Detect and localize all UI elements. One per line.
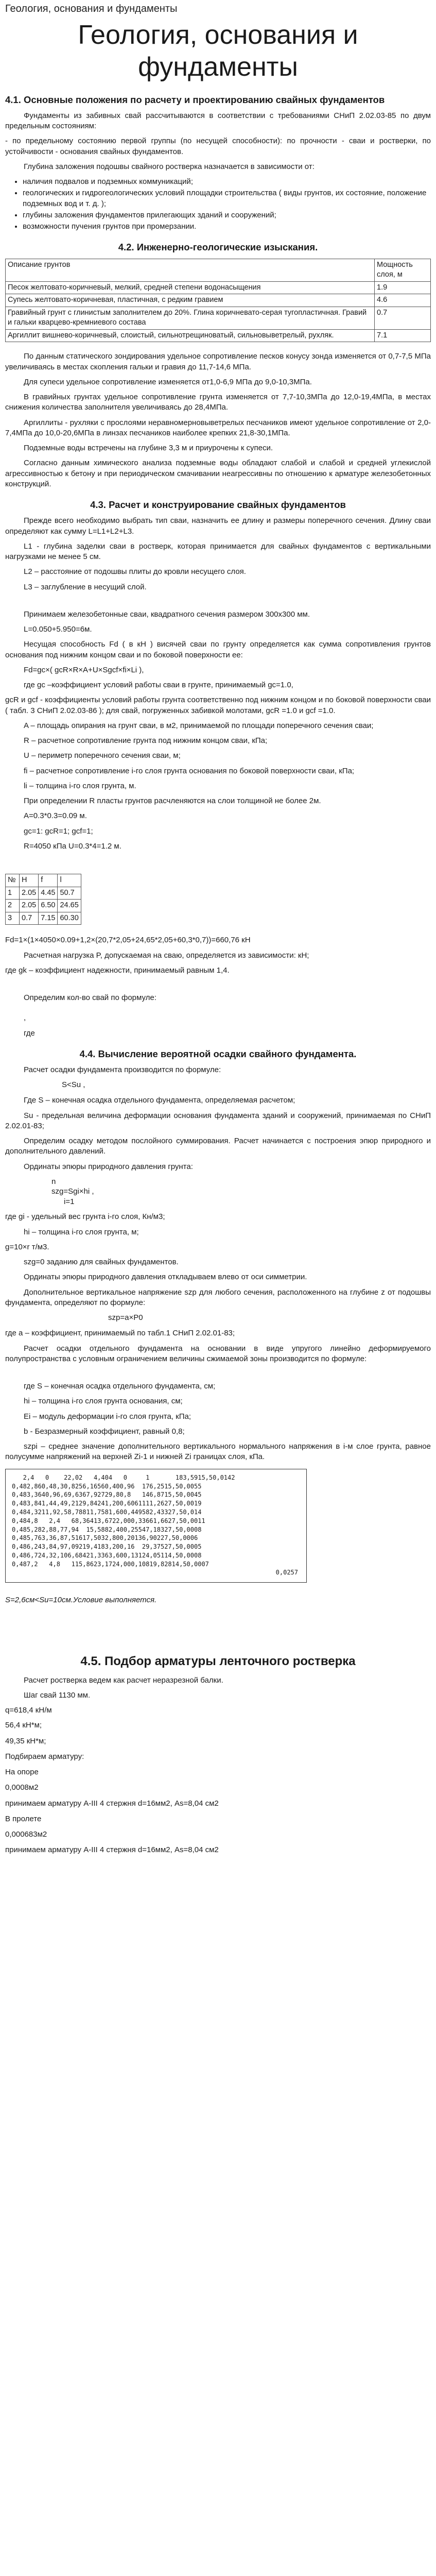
- table-row: [6, 887, 81, 900]
- paragraph: Ординаты эпюры природного давления откладываем влево от оси симметрии.: [24, 1273, 307, 1282]
- paragraph: Шаг свай 1130 мм.: [24, 1690, 91, 1700]
- paragraph: Аргиллиты - рухляки с прослоями неравномерновыветрелых песчаников имеют удельное сопротивление от 2,0-7,4МПа до 10,0-20,6МПа в линзах песчаников наиболее крепких 21,8-30,1МПа.: [5, 418, 431, 437]
- paragraph: где: [24, 1028, 35, 1038]
- table-header-cell: Мощность слоя, м: [375, 259, 431, 281]
- section-4-2-heading: 4.2. Инженерно-геологические изыскания.: [118, 242, 318, 253]
- calc-row: 0,487,2 4,8 115,8623,1724,000,10819,82814,50,0007: [12, 1560, 209, 1568]
- paragraph: li – толщина i-го слоя грунта, м.: [24, 781, 136, 790]
- paragraph: Su - предельная величина деформации основания фундамента зданий и сооружений, принимаемая по СНиП 2.02.01-83;: [5, 1111, 431, 1130]
- paragraph: принимаем арматуру А-III 4 стержня d=16мм2, As=8,04 см2: [5, 1799, 219, 1808]
- table-cell: 4.6: [375, 294, 431, 307]
- calc-row: 0,483,841,44,49,2129,84241,200,6061111,2627,50,0019: [12, 1500, 202, 1507]
- page-title: Геология, основания и фундаменты: [78, 20, 358, 82]
- formula-part: i=1: [64, 1197, 75, 1206]
- table-row: [6, 900, 81, 912]
- paragraph: Глубина заложения подошвы свайного ростверка назначается в зависимости от:: [24, 162, 315, 171]
- paragraph: где gi - удельный вес грунта i-го слоя, Кн/м3;: [5, 1212, 165, 1222]
- paragraph: Где S – конечная осадка отдельного фундамента, определяемая расчетом;: [24, 1096, 295, 1105]
- soil-table: [5, 259, 431, 343]
- calc-row: 0,485,282,88,77,94 15,5882,400,25547,18327,50,0008: [12, 1526, 202, 1533]
- paragraph: szpi – среднее значение дополнительного вертикального нормального напряжения в i-м слое грунта, равное полусумме напряжений на верхней Zi-1 и нижней Zi границах слоя, кПа.: [5, 1442, 431, 1462]
- table-row: [6, 912, 81, 925]
- table-cell: 2.05: [20, 900, 39, 912]
- layer-table: [5, 874, 81, 925]
- table-cell: 2: [6, 900, 20, 912]
- paragraph: Расчет осадки фундамента производится по формуле:: [24, 1065, 221, 1074]
- bullet-list: [5, 177, 431, 232]
- table-cell: Песок желтовато-коричневый, мелкий, средней степени водонасыщения: [6, 281, 375, 294]
- paragraph: Расчет ростверка ведем как расчет неразрезной балки.: [24, 1675, 223, 1685]
- paragraph: 56,4 кН*м;: [5, 1721, 42, 1730]
- table-cell: 2.05: [20, 887, 39, 900]
- paragraph: Расчетная нагрузка P, допускаемая на сваю, определяется из зависимости: кН;: [24, 951, 309, 960]
- formula-part: szg=Sgi×hi ,: [51, 1187, 94, 1196]
- table-header-cell: H: [20, 874, 39, 887]
- formula: szp=a×P0: [108, 1313, 143, 1323]
- paragraph: где gc –коэффициент условий работы сваи в грунте, принимаемый gc=1.0,: [24, 681, 293, 690]
- paragraph: принимаем арматуру А-III 4 стержня d=16мм2, As=8,04 см2: [5, 1845, 219, 1855]
- paragraph: - по предельному состоянию первой группы (по несущей способности): по прочности - сваи и ростверки, по устойчивости - основания свайных фундаментов.: [5, 137, 431, 156]
- paragraph: В пролете: [5, 1814, 42, 1823]
- table-cell: 1: [6, 887, 20, 900]
- paragraph: Ei – модуль деформации i-го слоя грунта, кПа;: [24, 1412, 191, 1421]
- paragraph: Дополнительное вертикальное напряжение szp для любого сечения, расположенного на глубине z от подошвы фундамента, определяют по формуле:: [5, 1287, 431, 1307]
- section-4-4-heading: 4.4. Вычисление вероятной осадки свайного фундамента.: [79, 1048, 357, 1059]
- table-cell: 4.45: [39, 887, 58, 900]
- table-row: [6, 307, 431, 329]
- paragraph: fi – расчетное сопротивление i-го слоя грунта основания по боковой поверхности сваи, кПа;: [24, 766, 355, 775]
- paragraph: В гравийных грунтах удельное сопротивление грунта изменяется от 7,7-10,3МПа до 12,0-19,4МПа, в местах снижения количества заполнителя увеличиваясь до 28,4МПа.: [5, 393, 431, 412]
- paragraph: 0,0008м2: [5, 1783, 39, 1792]
- calc-row: 0,486,724,32,106,68421,3363,600,13124,05114,50,0008: [12, 1551, 202, 1559]
- paragraph: Подземные воды встречены на глубине 3,3 м и приурочены к супеси.: [24, 444, 273, 453]
- paragraph: R=4050 кПа U=0.3*4=1.2 м.: [24, 841, 121, 851]
- paragraph: Расчет осадки отдельного фундамента на основании в виде упругого линейно деформируемого полупространства с условным ограничением величины сжимаемой зоны производится по формуле:: [5, 1344, 431, 1363]
- table-header-row: [6, 874, 81, 887]
- paragraph: R – расчетное сопротивление грунта под нижним концом сваи, кПа;: [24, 736, 268, 745]
- site-title[interactable]: Геология, основания и фундаменты: [5, 3, 178, 14]
- paragraph: При определении R пласты грунтов расчленяются на слои толщиной не более 2м.: [24, 796, 321, 806]
- calc-row: 0,482,860,48,30,8256,16560,400,96 176,2515,50,0055: [12, 1482, 202, 1490]
- paragraph: Фундаменты из забивных свай рассчитываются в соответствии с требованиями СНиП 2.02.03-85 по двум предельным состояниям:: [5, 111, 431, 131]
- table-header-cell: l: [58, 874, 81, 887]
- paragraph: b - Безразмерный коэффициент, равный 0,8;: [24, 1427, 185, 1436]
- calc-row: 0,484,3211,92,58,78811,7581,600,449582,43327,50,014: [12, 1508, 202, 1516]
- paragraph: hi – толщина i-го слоя грунта основания, см;: [24, 1397, 183, 1406]
- table-cell: Аргиллит вишнево-коричневый, слоистый, сильнотрещиноватый, сильновыветрелый, рухляк.: [6, 329, 375, 342]
- table-cell: 6.50: [39, 900, 58, 912]
- paragraph: gcR и gcf - коэффициенты условий работы грунта соответственно под нижним концом и по боковой поверхности сваи ( табл. 3 СНиП 2.02.03-86 ); для свай, погруженных забивкой молотами, gcR =1.0 и gcf =1.0.: [5, 696, 431, 715]
- paragraph: szg=0 заданию для свайных фундаментов.: [24, 1258, 179, 1267]
- paragraph: где a – коэффициент, принимаемый по табл.1 СНиП 2.02.01-83;: [5, 1329, 235, 1338]
- paragraph: q=618,4 кН/м: [5, 1706, 52, 1715]
- table-header-cell: Описание грунтов: [6, 259, 375, 281]
- table-cell: 7.15: [39, 912, 58, 925]
- paragraph: Определим осадку методом послойного суммирования. Расчет начинается с построения эпюр природного и дополнительного давлений.: [5, 1137, 431, 1156]
- paragraph: Согласно данным химического анализа подземные воды обладают слабой и слабой и средней углекислой агрессивностью к бетону и при периодическом смачивании неагрессивны по отношению к арматуре железобетонных конструкций.: [5, 459, 431, 488]
- table-cell: Супесь желтовато-коричневая, пластичная, с редким гравием: [6, 294, 375, 307]
- paragraph: Ординаты эпюры природного давления грунта:: [24, 1162, 193, 1171]
- paragraph: Прежде всего необходимо выбрать тип сваи, назначить ее длину и размеры поперечного сечения. Длину сваи определяют как сумму L=L1+L2+L3.: [5, 516, 431, 536]
- paragraph: где gk – коэффициент надежности, принимаемый равным 1,4.: [5, 965, 230, 975]
- paragraph: Несущая способность Fd ( в кН ) висячей сваи по грунту определяется как сумма сопротивления грунтов основания под нижним концом сваи и по боковой поверхности ее:: [5, 640, 431, 659]
- paragraph: A – площадь опирания на грунт сваи, в м2, принимаемой по площади поперечного сечения сваи;: [24, 721, 374, 730]
- section-4-5-heading: 4.5. Подбор арматуры ленточного ростверка: [80, 1654, 356, 1668]
- section-4-1-heading: 4.1. Основные положения по расчету и проектированию свайных фундаментов: [5, 94, 385, 105]
- paragraph: Определим кол-во свай по формуле:: [24, 993, 156, 1003]
- table-cell: 0.7: [375, 307, 431, 329]
- paragraph: L1 - глубина заделки сваи в ростверк, которая принимается для свайных фундаментов с вертикальными нагрузками не менее 5 см.: [5, 541, 431, 562]
- list-item: • наличия подвалов и подземных коммуникаций;: [23, 177, 431, 187]
- paragraph: 0,000683м2: [5, 1830, 47, 1839]
- table-cell: Гравийный грунт с глинистым заполнителем до 20%. Глина коричневато-серая тугопластичная. Гравий и гальки кварцево-кремниевого состава: [6, 307, 375, 329]
- calc-row: 0,483,3640,96,69,6367,92729,80,8 146,8715,50,0045: [12, 1491, 202, 1499]
- table-header-row: [6, 259, 431, 281]
- paragraph: где S – конечная осадка отдельного фундамента, см;: [24, 1382, 216, 1391]
- formula-part: n: [51, 1177, 56, 1186]
- paragraph: L2 – расстояние от подошвы плиты до кровли несущего слоя.: [24, 567, 246, 577]
- table-cell: 24.65: [58, 900, 81, 912]
- table-row: [6, 281, 431, 294]
- list-item: • глубины заложения фундаментов прилегающих зданий и сооружений;: [23, 210, 431, 221]
- paragraph: A=0.3*0.3=0.09 м.: [24, 811, 87, 821]
- paragraph: L3 – заглубление в несущий слой.: [24, 582, 147, 591]
- section-4-3-heading: 4.3. Расчет и конструирование свайных фундаментов: [90, 499, 346, 511]
- paragraph: Принимаем железобетонные сваи, квадратного сечения размером 300х300 мм.: [24, 609, 310, 619]
- table-cell: 1.9: [375, 281, 431, 294]
- formula-block: [51, 1177, 431, 1207]
- calc-row: 0,486,243,84,97,09219,4183,200,16 29,37527,50,0005: [12, 1543, 202, 1551]
- formula: Fd=gc×( gcR×R×A+U×Sgcf×fi×Li ),: [24, 665, 144, 674]
- paragraph: L=0.050+5.950=6м.: [24, 625, 92, 634]
- paragraph: 49,35 кН*м;: [5, 1736, 46, 1745]
- list-item: • геологических и гидрогеологических условий площадки строительства ( виды грунтов, их состояние, положение подземных вод и т. д. );: [23, 188, 431, 209]
- calc-row: 0,484,8 2,4 68,36413,6722,000,33661,6627,50,0011: [12, 1517, 205, 1524]
- table-header-cell: №: [6, 874, 20, 887]
- paragraph: По данным статического зондирования удельное сопротивление песков конусу зонда изменяется от 0,7-7,5 МПа увеличиваясь в местах скопления гальки и гравия до 11,7-14,6 МПа.: [5, 352, 431, 371]
- paragraph: U – периметр поперечного сечения сваи, м;: [24, 751, 181, 760]
- paragraph: Fd=1×(1×4050×0.09+1,2×(20,7*2,05+24,65*2,05+60,3*0,7))=660,76 кН: [5, 936, 251, 945]
- formula: S<Su ,: [62, 1080, 85, 1090]
- paragraph: gc=1: gcR=1; gcf=1;: [24, 826, 93, 836]
- paragraph: Для супеси удельное сопротивление изменяется от1,0-6,9 МПа до 9,0-10,3МПа.: [24, 377, 312, 386]
- table-header-cell: f: [39, 874, 58, 887]
- paragraph: hi – толщина i-го слоя грунта, м;: [24, 1227, 139, 1236]
- list-item: • возможности пучения грунтов при промерзании.: [23, 222, 431, 232]
- calc-row: 0,485,763,36,87,51617,5032,800,20136,90227,50,0006: [12, 1534, 198, 1542]
- result-text: S=2,6см<Su=10см.Условие выполняется.: [5, 1596, 157, 1605]
- settlement-calc-table: [5, 1469, 307, 1583]
- paragraph: ,: [24, 1013, 26, 1023]
- table-cell: 3: [6, 912, 20, 925]
- paragraph: Подбираем арматуру:: [5, 1752, 84, 1761]
- table-cell: 0.7: [20, 912, 39, 925]
- table-row: [6, 329, 431, 342]
- calc-row: 2,4 0 22,02 4,404 0 1 183,5915,50,0142: [12, 1473, 235, 1481]
- paragraph: На опоре: [5, 1768, 39, 1777]
- table-cell: 60.30: [58, 912, 81, 925]
- table-row: [6, 294, 431, 307]
- table-cell: 50.7: [58, 887, 81, 900]
- calc-sum: 0,0257: [275, 1569, 298, 1577]
- table-cell: 7.1: [375, 329, 431, 342]
- paragraph: g=10×r т/м3.: [5, 1242, 49, 1251]
